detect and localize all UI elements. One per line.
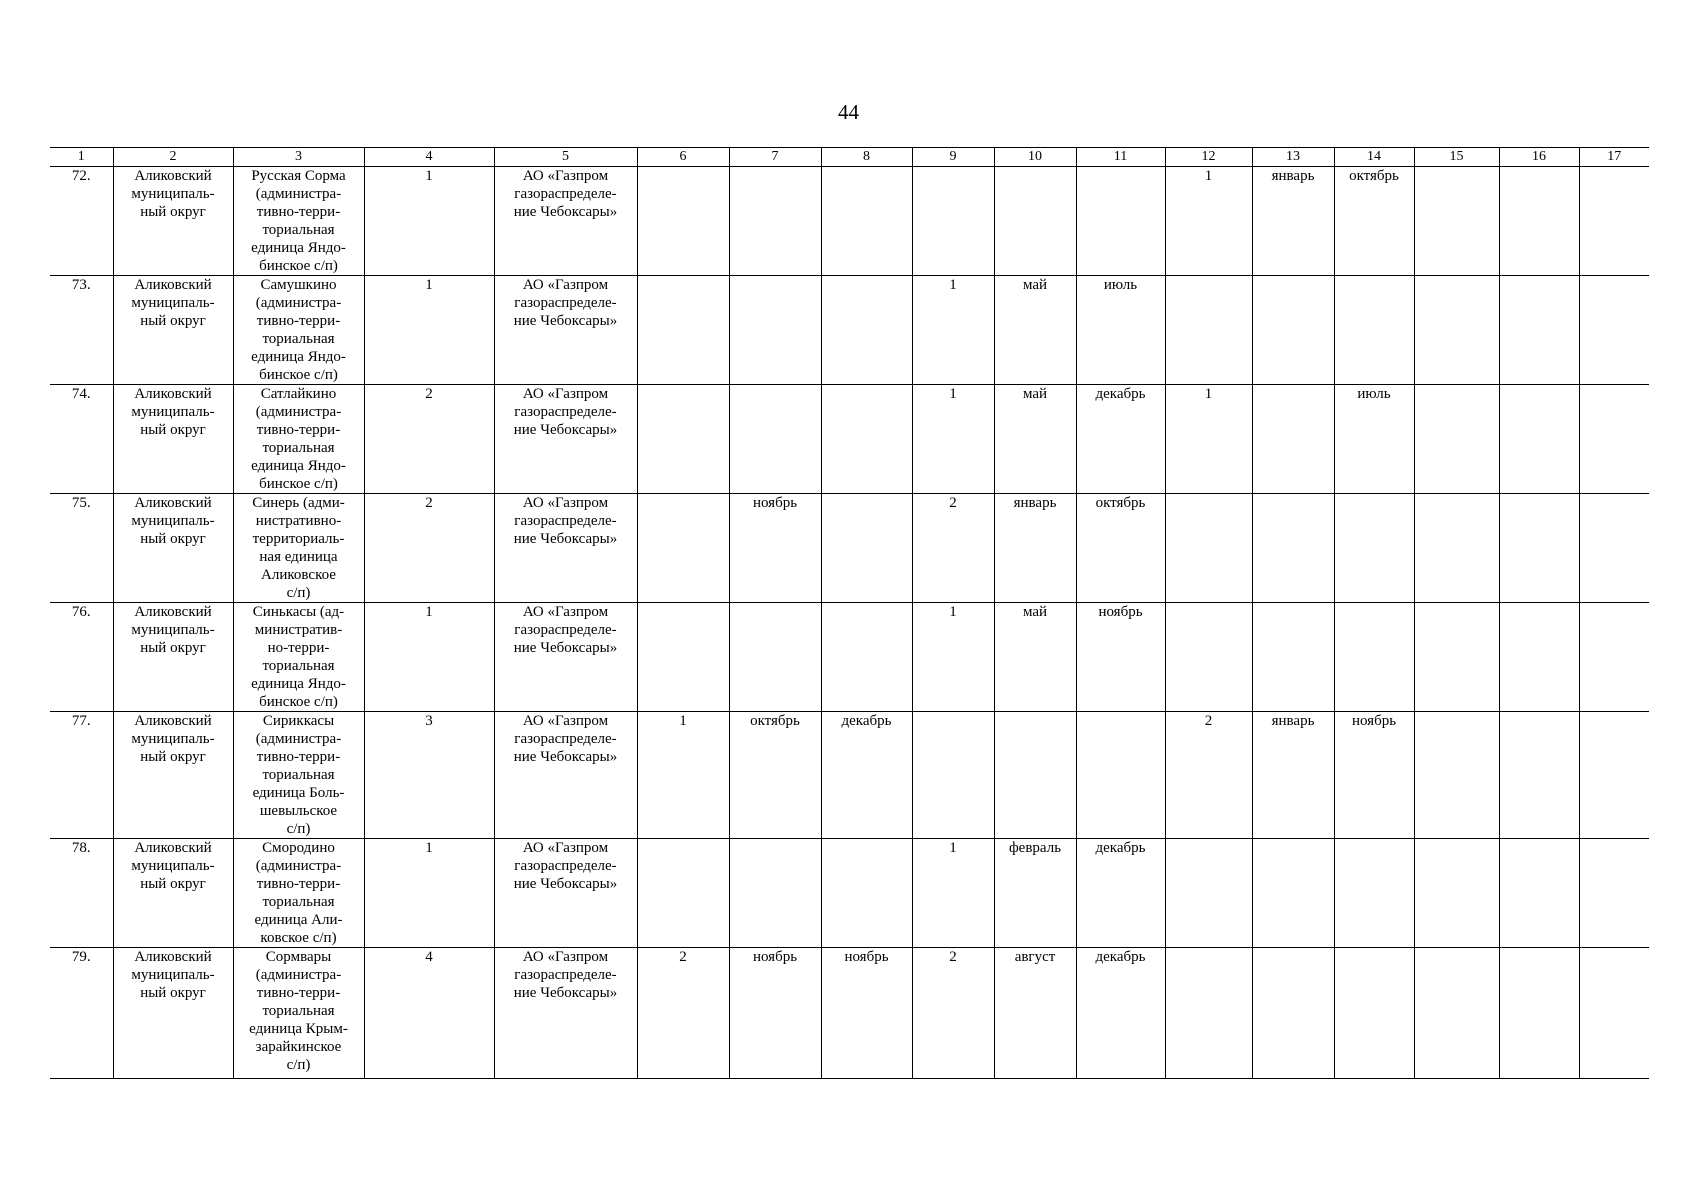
table-cell-col-13 (1252, 494, 1334, 603)
table-cell-col-7 (729, 276, 821, 385)
table-row (50, 276, 1649, 385)
table-cell-col-8 (821, 276, 912, 385)
table-cell-col-2: Аликовский муниципаль- ный округ (113, 276, 233, 385)
table-cell-col-8: ноябрь (821, 948, 912, 1079)
table-row (50, 385, 1649, 494)
table-cell-col-15 (1414, 948, 1499, 1079)
table-cell-col-9: 2 (912, 948, 994, 1079)
table-cell-col-13 (1252, 385, 1334, 494)
table-cell-col-13: январь (1252, 167, 1334, 276)
table-cell-col-6 (637, 494, 729, 603)
table-cell-col-14 (1334, 839, 1414, 948)
table-cell-col-15 (1414, 839, 1499, 948)
table-cell-col-5: АО «Газпром газораспределе- ние Чебоксары» (494, 603, 637, 712)
table-cell-col-13 (1252, 948, 1334, 1079)
table-body (50, 167, 1649, 1079)
table-cell-col-12: 2 (1165, 712, 1252, 839)
table-cell-col-15 (1414, 276, 1499, 385)
table-cell-col-17 (1579, 494, 1649, 603)
table-cell-col-17 (1579, 712, 1649, 839)
table-cell-col-5: АО «Газпром газораспределе- ние Чебоксары» (494, 385, 637, 494)
table-cell-col-10: май (994, 276, 1076, 385)
table-cell-col-9 (912, 712, 994, 839)
table-row (50, 167, 1649, 276)
table-cell-col-4: 2 (364, 385, 494, 494)
header-cell: 13 (1252, 148, 1334, 167)
table-cell-col-3: Сириккасы (администра- тивно-терри- ториальная единица Боль- шевыльское с/п) (233, 712, 364, 839)
table-cell-col-7: ноябрь (729, 494, 821, 603)
table-cell-col-8 (821, 167, 912, 276)
page-number: 44 (838, 100, 859, 124)
table-cell-col-10: май (994, 603, 1076, 712)
table-cell-col-1: 77. (50, 712, 113, 839)
table-row (50, 494, 1649, 603)
table-cell-col-15 (1414, 603, 1499, 712)
table-cell-col-8 (821, 494, 912, 603)
table-cell-col-15 (1414, 494, 1499, 603)
header-cell: 3 (233, 148, 364, 167)
table-cell-col-16 (1499, 948, 1579, 1079)
table-cell-col-13 (1252, 276, 1334, 385)
table-cell-col-13 (1252, 603, 1334, 712)
table-cell-col-16 (1499, 839, 1579, 948)
table-cell-col-11 (1076, 712, 1165, 839)
header-cell: 9 (912, 148, 994, 167)
table-cell-col-12 (1165, 948, 1252, 1079)
table-cell-col-12: 1 (1165, 385, 1252, 494)
header-cell: 7 (729, 148, 821, 167)
table-cell-col-14 (1334, 603, 1414, 712)
table-row (50, 839, 1649, 948)
header-cell: 16 (1499, 148, 1579, 167)
table-cell-col-8 (821, 839, 912, 948)
table-row (50, 603, 1649, 712)
table-cell-col-3: Смородино (администра- тивно-терри- ториальная единица Али- ковское с/п) (233, 839, 364, 948)
header-cell: 6 (637, 148, 729, 167)
table-cell-col-7 (729, 603, 821, 712)
header-cell: 2 (113, 148, 233, 167)
table-cell-col-11 (1076, 167, 1165, 276)
table-cell-col-2: Аликовский муниципаль- ный округ (113, 603, 233, 712)
table-cell-col-12 (1165, 276, 1252, 385)
table-cell-col-3: Синькасы (ад- министратив- но-терри- ториальная единица Яндо- бинское с/п) (233, 603, 364, 712)
header-cell: 12 (1165, 148, 1252, 167)
table-cell-col-4: 4 (364, 948, 494, 1079)
header-cell: 17 (1579, 148, 1649, 167)
table-cell-col-5: АО «Газпром газораспределе- ние Чебоксары» (494, 712, 637, 839)
table-cell-col-7: октябрь (729, 712, 821, 839)
table-cell-col-11: ноябрь (1076, 603, 1165, 712)
table-cell-col-4: 1 (364, 839, 494, 948)
table-cell-col-4: 1 (364, 167, 494, 276)
table-cell-col-12 (1165, 494, 1252, 603)
table-cell-col-6 (637, 385, 729, 494)
table-cell-col-15 (1414, 712, 1499, 839)
table-cell-col-3: Русская Сорма (администра- тивно-терри- ториальная единица Яндо- бинское с/п) (233, 167, 364, 276)
table-cell-col-10 (994, 167, 1076, 276)
header-cell: 8 (821, 148, 912, 167)
table-cell-col-3: Сатлайкино (администра- тивно-терри- ториальная единица Яндо- бинское с/п) (233, 385, 364, 494)
table-cell-col-17 (1579, 385, 1649, 494)
table-header (50, 148, 1649, 167)
table-row (50, 948, 1649, 1079)
table-cell-col-17 (1579, 167, 1649, 276)
table-cell-col-7 (729, 839, 821, 948)
table-cell-col-16 (1499, 712, 1579, 839)
table-cell-col-5: АО «Газпром газораспределе- ние Чебоксары» (494, 167, 637, 276)
table-cell-col-11: декабрь (1076, 948, 1165, 1079)
table-cell-col-3: Сормвары (администра- тивно-терри- ториальная единица Крым- зарайкинское с/п) (233, 948, 364, 1079)
table-cell-col-5: АО «Газпром газораспределе- ние Чебоксары» (494, 948, 637, 1079)
table-cell-col-6: 2 (637, 948, 729, 1079)
table-cell-col-4: 2 (364, 494, 494, 603)
table-cell-col-14 (1334, 494, 1414, 603)
table-cell-col-7 (729, 167, 821, 276)
table-cell-col-17 (1579, 276, 1649, 385)
table-cell-col-3: Самушкино (администра- тивно-терри- ториальная единица Яндо- бинское с/п) (233, 276, 364, 385)
table-cell-col-2: Аликовский муниципаль- ный округ (113, 948, 233, 1079)
header-cell: 5 (494, 148, 637, 167)
table-cell-col-6 (637, 603, 729, 712)
table-cell-col-1: 76. (50, 603, 113, 712)
table-cell-col-2: Аликовский муниципаль- ный округ (113, 712, 233, 839)
table-cell-col-7: ноябрь (729, 948, 821, 1079)
table-cell-col-16 (1499, 603, 1579, 712)
table-cell-col-14: июль (1334, 385, 1414, 494)
table-cell-col-16 (1499, 276, 1579, 385)
table-cell-col-1: 79. (50, 948, 113, 1079)
table-cell-col-11: декабрь (1076, 839, 1165, 948)
table-cell-col-2: Аликовский муниципаль- ный округ (113, 494, 233, 603)
table-cell-col-8: декабрь (821, 712, 912, 839)
table-cell-col-1: 75. (50, 494, 113, 603)
header-cell: 1 (50, 148, 113, 167)
table-cell-col-17 (1579, 948, 1649, 1079)
table-cell-col-1: 78. (50, 839, 113, 948)
table-cell-col-8 (821, 603, 912, 712)
header-cell: 14 (1334, 148, 1414, 167)
table-cell-col-6 (637, 276, 729, 385)
table-cell-col-10 (994, 712, 1076, 839)
table-cell-col-8 (821, 385, 912, 494)
table-cell-col-10: январь (994, 494, 1076, 603)
table-cell-col-3: Синерь (адми- нистративно- территориаль- ная единица Аликовское с/п) (233, 494, 364, 603)
table-cell-col-15 (1414, 167, 1499, 276)
header-cell: 4 (364, 148, 494, 167)
table-cell-col-9: 1 (912, 385, 994, 494)
table-cell-col-16 (1499, 167, 1579, 276)
table-cell-col-9: 1 (912, 839, 994, 948)
table-cell-col-1: 74. (50, 385, 113, 494)
table-cell-col-4: 1 (364, 276, 494, 385)
table-cell-col-2: Аликовский муниципаль- ный округ (113, 385, 233, 494)
table-cell-col-12: 1 (1165, 167, 1252, 276)
table-cell-col-9: 2 (912, 494, 994, 603)
table-cell-col-17 (1579, 603, 1649, 712)
table-cell-col-7 (729, 385, 821, 494)
schedule-table (50, 147, 1649, 1079)
table-cell-col-9: 1 (912, 603, 994, 712)
table-cell-col-6: 1 (637, 712, 729, 839)
table-cell-col-10: февраль (994, 839, 1076, 948)
table-cell-col-14: октябрь (1334, 167, 1414, 276)
header-row (50, 148, 1649, 167)
table-cell-col-4: 1 (364, 603, 494, 712)
table-cell-col-9 (912, 167, 994, 276)
table-cell-col-11: декабрь (1076, 385, 1165, 494)
table-cell-col-11: октябрь (1076, 494, 1165, 603)
table-cell-col-13: январь (1252, 712, 1334, 839)
table-cell-col-14: ноябрь (1334, 712, 1414, 839)
table-cell-col-11: июль (1076, 276, 1165, 385)
table-cell-col-4: 3 (364, 712, 494, 839)
table-cell-col-6 (637, 167, 729, 276)
table-cell-col-14 (1334, 948, 1414, 1079)
table-cell-col-15 (1414, 385, 1499, 494)
table-cell-col-2: Аликовский муниципаль- ный округ (113, 167, 233, 276)
table-cell-col-10: май (994, 385, 1076, 494)
table-cell-col-13 (1252, 839, 1334, 948)
table-cell-col-9: 1 (912, 276, 994, 385)
table-cell-col-16 (1499, 494, 1579, 603)
table-cell-col-17 (1579, 839, 1649, 948)
table-cell-col-1: 73. (50, 276, 113, 385)
table-cell-col-1: 72. (50, 167, 113, 276)
table-cell-col-12 (1165, 603, 1252, 712)
table-cell-col-12 (1165, 839, 1252, 948)
table-cell-col-14 (1334, 276, 1414, 385)
header-cell: 11 (1076, 148, 1165, 167)
table-cell-col-5: АО «Газпром газораспределе- ние Чебоксары» (494, 494, 637, 603)
header-cell: 15 (1414, 148, 1499, 167)
header-cell: 10 (994, 148, 1076, 167)
table-cell-col-5: АО «Газпром газораспределе- ние Чебоксары» (494, 839, 637, 948)
table-cell-col-10: август (994, 948, 1076, 1079)
table-row (50, 712, 1649, 839)
table-cell-col-5: АО «Газпром газораспределе- ние Чебоксары» (494, 276, 637, 385)
table-cell-col-6 (637, 839, 729, 948)
table-cell-col-16 (1499, 385, 1579, 494)
table-cell-col-2: Аликовский муниципаль- ный округ (113, 839, 233, 948)
